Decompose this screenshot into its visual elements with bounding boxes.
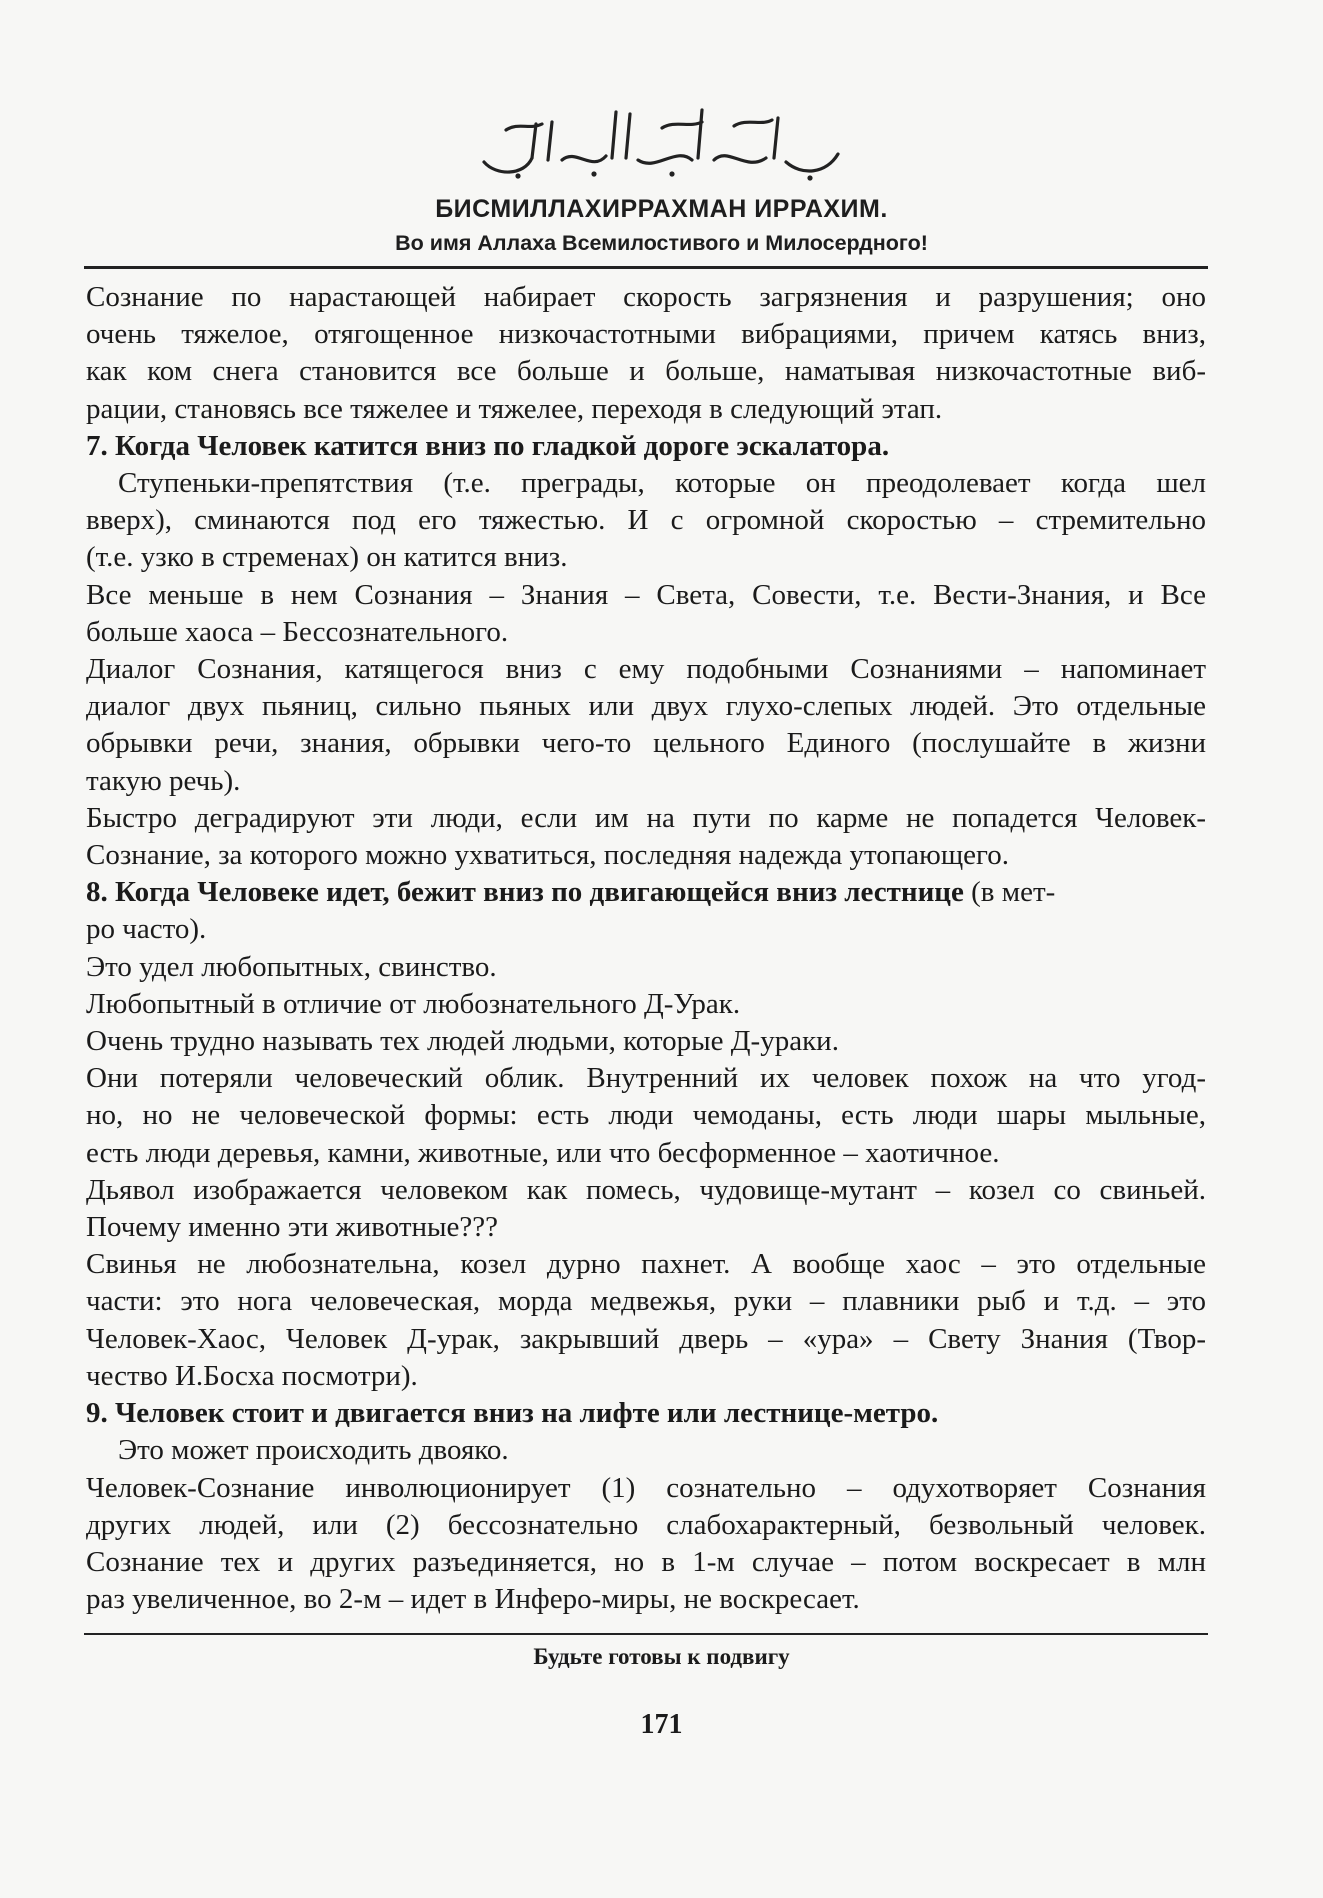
text-line: Человек-Хаос, Человек Д-урак, закрывший дверь – «ура» – Свету Знания (Твор- [86,1322,1206,1355]
text-line: Дьявол изображается человеком как помесь, чудовище-мутант – козел со свиньей. [86,1173,1206,1206]
text-line: Очень трудно называть тех людей людьми, которые Д-ураки. [86,1025,839,1058]
text-line: Быстро деградируют эти люди, если им на пути по карме не попадется Человек- [86,801,1206,834]
text-line: Свинья не любознательна, козел дурно пахнет. А вообще хаос – это отдельные [86,1248,1206,1281]
text-line: Они потеряли человеческий облик. Внутренний их человек похож на что угод- [86,1062,1206,1095]
text-line: части: это нога человеческая, морда медвежья, руки – плавники рыб и т.д. – это [86,1285,1206,1318]
text-line: Сознание тех и других разъединяется, но в 1-м случае – потом воскресает в млн [86,1545,1206,1578]
text-line: есть люди деревья, камни, животные, или что бесформенное – хаотичное. [86,1136,1000,1169]
text-line: Почему именно эти животные??? [86,1211,499,1244]
text-line: Сознание, за которого можно ухватиться, последняя надежда утопающего. [86,839,1009,872]
text-line: как ком снега становится все больше и больше, наматывая низкочастотные виб- [86,355,1206,388]
body-text [86,279,1206,1618]
text-line: Диалог Сознания, катящегося вниз с ему подобными Сознаниями – напоминает [86,653,1206,686]
text-line: Все меньше в нем Сознания – Знания – Света, Совести, т.е. Вести-Знания, и Все [86,578,1206,611]
text-line: раз увеличенное, во 2-м – идет в Инферо-миры, не воскресает. [86,1583,860,1616]
footer-divider [84,1633,1208,1635]
text-fragment: (в мет- [963,876,1056,909]
basmala-calligraphy [466,100,856,182]
text-line: Это удел любопытных, свинство. [86,950,497,983]
section-heading-7: 7. Когда Человек катится вниз по гладкой дороге эскалатора. [86,429,890,462]
text-line: других людей, или (2) бессознательно слабохарактерный, безвольный человек. [86,1508,1206,1541]
text-line: Человек-Сознание инволюционирует (1) сознательно – одухотворяет Сознания [86,1471,1206,1504]
text-line: но, но не человеческой формы: есть люди чемоданы, есть люди шары мыльные, [86,1099,1206,1132]
text-line: такую речь). [86,764,241,797]
text-line: Любопытный в отличие от любознательного Д-Урак. [86,987,741,1020]
text-line: (т.е. узко в стременах) он катится вниз. [86,541,568,574]
text-line: Ступеньки-препятствия (т.е. преграды, которые он преодолевает когда шел [118,467,1206,500]
header-subtitle: Во имя Аллаха Всемилостивого и Милосердного! [395,231,928,255]
header-divider [84,266,1208,269]
text-line: рации, становясь все тяжелее и тяжелее, переходя в следующий этап. [86,392,943,425]
page-number: 171 [640,1709,683,1740]
text-line: Сознание по нарастающей набирает скорость загрязнения и разрушения; оно [86,281,1206,313]
section-heading-8-line [86,874,1206,911]
text-line: очень тяжелое, отягощенное низкочастотными вибрациями, причем катясь вниз, [86,318,1206,351]
header-title: БИСМИЛЛАХИРРАХМАН ИРРАХИМ. [435,195,888,223]
text-line: диалог двух пьяниц, сильно пьяных или двух глухо-слепых людей. Это отдельные [86,690,1206,723]
section-heading-9: 9. Человек стоит и двигается вниз на лифте или лестнице-метро. [86,1397,939,1430]
text-line: вверх), сминаются под его тяжестью. И с огромной скоростью – стремительно [86,504,1206,537]
footer-title: Будьте готовы к подвигу [533,1644,790,1669]
text-line: обрывки речи, знания, обрывки чего-то цельного Единого (послушайте в жизни [86,727,1206,760]
text-line: Это может происходить двояко. [118,1434,509,1467]
text-line: больше хаоса – Бессознательного. [86,615,509,648]
text-line: чество И.Босха посмотри). [86,1359,418,1392]
section-heading-8: 8. Когда Человеке идет, бежит вниз по двигающейся вниз лестнице [86,876,964,909]
text-line: ро часто). [86,913,207,946]
